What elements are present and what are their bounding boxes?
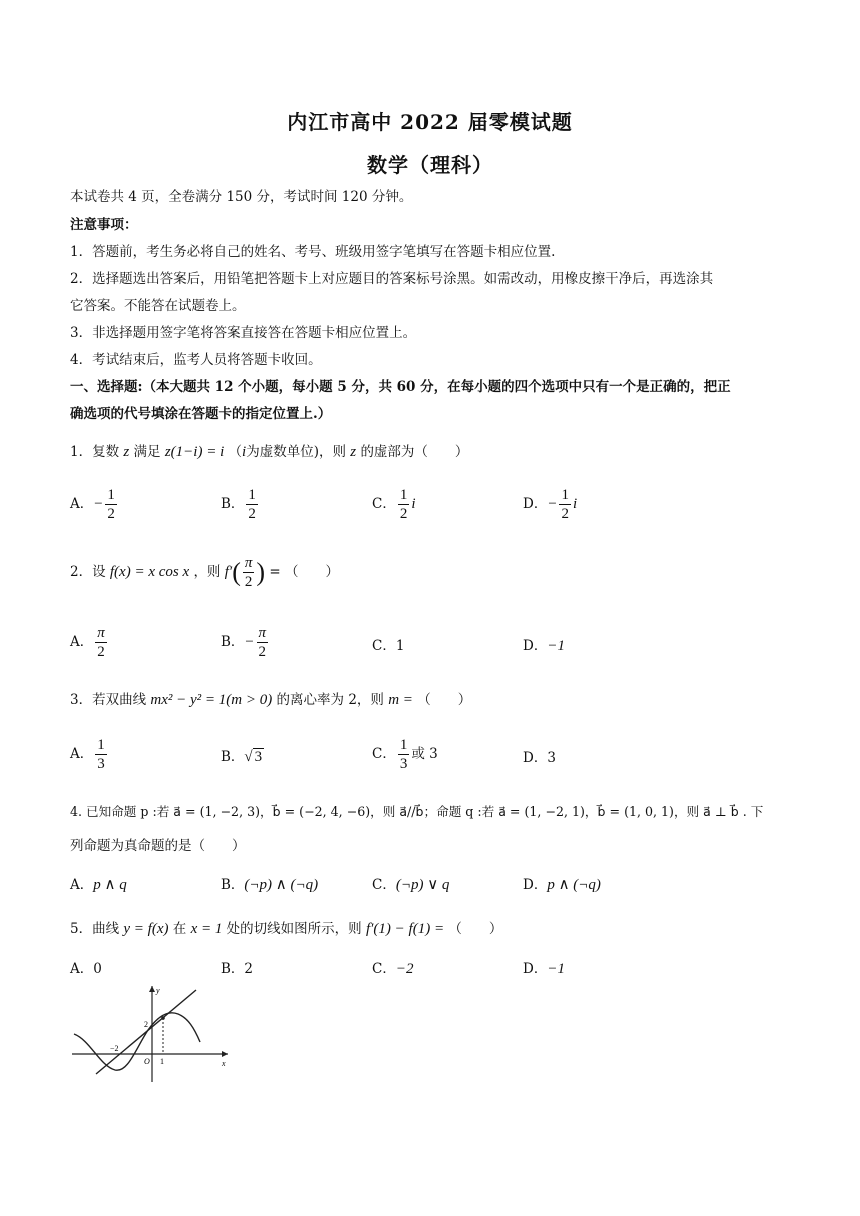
math-expression: m = [388, 692, 413, 708]
option-d [523, 634, 565, 655]
option-label: B． [221, 749, 245, 765]
option-value: 3 [547, 750, 556, 766]
question-text: 处的切线如图所示，则 [226, 921, 362, 937]
option-value: −1 [547, 961, 565, 977]
option-a [70, 736, 109, 773]
math-var: i [572, 496, 578, 512]
option-value: −2 [395, 961, 414, 977]
notice-item: 4．考试结束后，监考人员将答题卡收回。 [70, 352, 322, 368]
option-label: A． [70, 877, 94, 893]
numerator: 1 [399, 487, 408, 503]
option-value: −1 [547, 638, 565, 654]
question-5 [70, 917, 502, 938]
option-value: 1 [395, 638, 405, 654]
numerator: π [258, 625, 267, 641]
option-d [523, 873, 601, 894]
notice-heading: 注意事项： [70, 217, 138, 233]
math-var: i [411, 496, 416, 512]
fraction [243, 554, 255, 591]
option-label: C． [372, 961, 396, 977]
intro-text: 本试卷共 4 页，全卷满分 150 分，考试时间 120 分钟。 [70, 189, 413, 205]
option-label: C． [372, 746, 396, 762]
question-number: 1．复数 [70, 444, 120, 460]
tangent-graph [70, 984, 230, 1084]
math-expression: f′(1) − f(1) = [365, 921, 445, 937]
option-label: B． [221, 877, 245, 893]
exam-title: 内江市高中 2022 届零模试题 [287, 110, 573, 134]
math-expression: f(x) = x cos x [109, 564, 190, 580]
math-var: i [242, 444, 247, 460]
option-label: A． [70, 496, 94, 512]
neg-tick-label: −2 [110, 1044, 119, 1053]
sign: − [547, 496, 558, 512]
fraction [559, 486, 571, 523]
option-value: 0 [93, 961, 102, 977]
option-label: D． [523, 961, 548, 977]
denominator: 3 [97, 756, 105, 772]
option-label: B． [221, 496, 245, 512]
sign: − [93, 496, 104, 512]
exam-subject: 数学（理科） [367, 153, 493, 177]
option-a [70, 873, 127, 894]
option-label: B． [221, 634, 245, 650]
question-text: 为虚数单位)，则 [246, 444, 346, 460]
question-text: 满足 [133, 444, 161, 460]
math-var: z [123, 444, 130, 460]
option-value: 2 [244, 961, 254, 977]
option-b [221, 745, 264, 766]
tangent-point [161, 1016, 165, 1020]
option-value: p ∧ q [93, 877, 127, 893]
math-var: z [350, 444, 357, 460]
denominator: 2 [561, 506, 569, 522]
denominator: 2 [399, 506, 408, 522]
option-a [70, 957, 102, 977]
notice-item: 1．答题前，考生务必将自己的姓名、考号、班级用签字笔填写在答题卡相应位置. [70, 244, 556, 260]
numerator: π [97, 625, 105, 641]
question-number: 3．若双曲线 [70, 692, 147, 708]
question-text: ，则 [193, 564, 221, 580]
option-label: C． [372, 877, 396, 893]
numerator: 1 [248, 487, 256, 503]
function-curve [74, 1013, 200, 1070]
question-text: （ ） [417, 692, 472, 708]
option-label: D． [523, 638, 548, 654]
question-text: （ ） [448, 921, 503, 937]
option-a [70, 624, 109, 661]
numerator: 1 [97, 737, 105, 753]
numerator: π [244, 555, 253, 571]
option-c [372, 873, 449, 894]
question-3 [70, 688, 471, 709]
numerator: 1 [399, 737, 408, 753]
option-a [70, 486, 119, 523]
option-label: A． [70, 961, 94, 977]
option-d [523, 957, 565, 978]
section-heading: 一、选择题:（本大题共 12 个小题，每小题 5 分，共 60 分，在每小题的四个选项中只有一个是正确的，把正 [70, 379, 731, 395]
option-b [221, 957, 253, 977]
denominator: 3 [399, 756, 408, 772]
radical-sign: √ [244, 749, 253, 765]
y-tick-label: 2 [144, 1020, 148, 1029]
option-c [372, 486, 416, 523]
x-axis-label: x [222, 1059, 226, 1068]
math-expression: mx² − y² = 1(m > 0) [150, 692, 273, 708]
option-label: D． [523, 877, 548, 893]
paren: ) [256, 557, 266, 587]
option-label: A． [70, 746, 94, 762]
x-axis-arrow [222, 1051, 228, 1057]
square-root [244, 748, 264, 765]
option-c [372, 736, 438, 773]
question-4-cont: 列命题为真命题的是（ ） [70, 838, 246, 854]
question-text: = （ ） [269, 564, 339, 580]
fraction [398, 486, 410, 523]
question-4: 4. 已知命题 p :若 a⃗ = (1, −2, 3)，b⃗ = (−2, 4, −6)，则 a⃗//b⃗；命题 q :若 a⃗ = (1, −2, 1)，b⃗ = (1, 0, 1)，则 a⃗ ⊥ b⃗ . 下 [70, 804, 764, 819]
question-1 [70, 440, 468, 461]
option-c [372, 957, 413, 978]
option-label: C． [372, 496, 396, 512]
question-number: 2．设 [70, 564, 106, 580]
denominator: 2 [97, 644, 105, 660]
fraction [105, 486, 117, 523]
question-text: （ [228, 444, 243, 460]
option-d [523, 746, 556, 766]
notice-item: 2．选择题选出答案后，用铅笔把答题卡上对应题目的答案标号涂黑。如需改动，用橡皮擦干净后，再选涂其 [70, 271, 714, 287]
y-axis-label: y [156, 986, 160, 995]
notice-item: 3．非选择题用签字笔将答案直接答在答题卡相应位置上。 [70, 325, 417, 341]
y-axis-arrow [149, 986, 155, 992]
math-expression: x = 1 [190, 921, 223, 937]
radicand: 3 [254, 749, 263, 765]
fraction [257, 624, 269, 661]
option-d [523, 486, 577, 523]
question-text: 的离心率为 2，则 [276, 692, 384, 708]
numerator: 1 [561, 487, 569, 503]
option-value: (¬p) ∨ q [395, 877, 450, 893]
denominator: 2 [244, 574, 253, 590]
fraction [95, 624, 107, 661]
denominator: 2 [107, 506, 115, 522]
option-tail: 或 3 [411, 746, 438, 762]
option-label: D． [523, 496, 548, 512]
option-value: p ∧ (¬q) [547, 877, 601, 893]
fraction [246, 486, 258, 523]
option-label: D． [523, 750, 548, 766]
option-label: C． [372, 638, 396, 654]
option-b [221, 486, 260, 523]
x-tick-label: 1 [160, 1057, 164, 1066]
option-c [372, 634, 404, 654]
section-heading-cont: 确选项的代号填涂在答题卡的指定位置上.） [70, 406, 332, 422]
option-label: B． [221, 961, 245, 977]
fraction [398, 736, 410, 773]
numerator: 1 [107, 487, 115, 503]
notice-item: 它答案。不能答在试题卷上。 [70, 298, 246, 314]
option-label: A． [70, 634, 94, 650]
math-expression: f′ [224, 564, 233, 580]
option-b [221, 624, 270, 661]
question-number: 5．曲线 [70, 921, 120, 937]
question-2 [70, 554, 339, 591]
denominator: 2 [258, 644, 267, 660]
question-text: 在 [172, 921, 187, 937]
paren: ( [232, 557, 241, 587]
origin-label: O [144, 1057, 150, 1066]
math-expression: z(1−i) = i [164, 444, 225, 460]
fraction [95, 736, 107, 773]
option-value: (¬p) ∧ (¬q) [244, 877, 319, 893]
option-b [221, 873, 318, 894]
denominator: 2 [248, 506, 256, 522]
question-text: 的虚部为（ ） [360, 444, 469, 460]
math-expression: y = f(x) [123, 921, 169, 937]
sign: − [244, 634, 255, 650]
